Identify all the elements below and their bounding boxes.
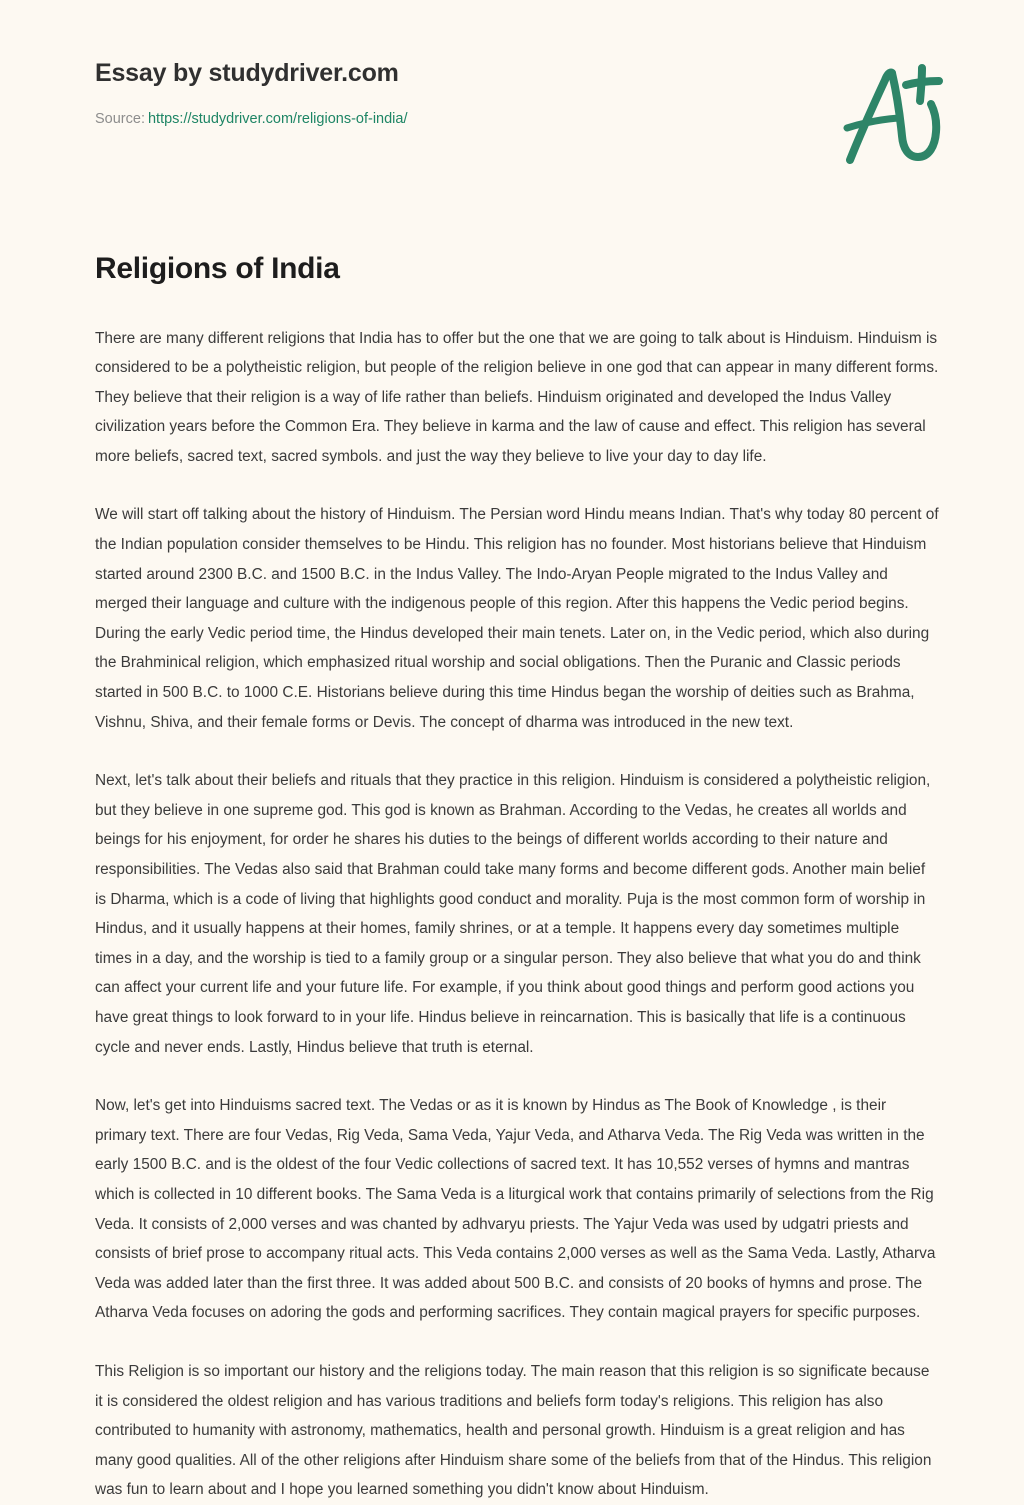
document-header (0, 0, 1024, 150)
document-body (0, 150, 1024, 1505)
paragraph: We will start off talking about the history of Hinduism. The Persian word Hindu means Indian. That's why today 80 percent of the Indian population consider themselves to be Hindu. This religion has no founder. Most historians believe that Hinduism started around 2300 B.C. and 1500 B.C. in the Indus Valley. The Indo-Aryan People migrated to the Indus Valley and merged their language and culture with the indigenous people of this region. After this happens the Vedic period begins. During the early Vedic period time, the Hindus developed their main tenets. Later on, in the Vedic period, which also during the Brahminical religion, which emphasized ritual worship and social obligations. Then the Puranic and Classic periods started in 500 B.C. to 1000 C.E. Historians believe during this time Hindus began the worship of deities such as Brahma, Vishnu, Shiva, and their female forms or Devis. The concept of dharma was introduced in the new text. (95, 506, 939, 731)
paragraph: There are many different religions that India has to offer but the one that we are going to talk about is Hinduism. Hinduism is considered to be a polytheistic religion, but people of the religion believe in one god that can appear in many different forms. They believe that their religion is a way of life rather than beliefs. Hinduism originated and developed the Indus Valley civilization years before the Common Era. They believe in karma and the law of cause and effect. This religion has several more beliefs, sacred text, sacred symbols. and just the way they believe to live your day to day life. (95, 329, 939, 465)
paragraph: Next, let's talk about their beliefs and rituals that they practice in this religion. Hinduism is considered a polytheistic religion, but they believe in one supreme god. This god is known as Brahman. According to the Vedas, he creates all worlds and beings for his enjoyment, for order he shares his duties to the beings of different worlds according to their nature and responsibilities. The Vedas also said that Brahman could take many forms and become different gods. Another main belief is Dharma, which is a code of living that highlights good conduct and morality. Puja is the most common form of worship in Hindus, and it usually happens at their homes, family shrines, or at a temple. It happens every day sometimes multiple times in a day, and the worship is tied to a family group or a singular person. They also believe that what you do and think can affect your current life and your future life. For example, if you think about good things and perform good actions you have great things to look forward to in your life. Hindus believe in reincarnation. This is basically that life is a continuous cycle and never ends. Lastly, Hindus believe that truth is eternal. (95, 772, 931, 1056)
brand-title: Essay by studydriver.com (95, 59, 399, 87)
source-line (95, 110, 944, 129)
a-plus-logo-icon (830, 60, 950, 172)
essay-paragraphs (95, 324, 939, 1505)
source-url-link[interactable]: https://studydriver.com/religions-of-india/ (147, 111, 408, 127)
paragraph: This Religion is so important our history and the religions today. The main reason that this religion is so significate because it is considered the oldest religion and has various traditions and beliefs form today's religions. This religion has also contributed to humanity with astronomy, mathematics, health and personal growth. Hinduism is a great religion and has many good qualities. All of the other religions after Hinduism share some of the beliefs from that of the Hindus. This religion was fun to learn about and I hope you learned something you didn't know about Hinduism. (95, 1362, 932, 1499)
paragraph: Now, let's get into Hinduisms sacred text. The Vedas or as it is known by Hindus as The Book of Knowledge , is their primary text. There are four Vedas, Rig Veda, Sama Veda, Yajur Veda, and Atharva Veda. The Rig Veda was written in the early 1500 B.C. and is the oldest of the four Vedic collections of sacred text. It has 10,552 verses of hymns and mantras which is collected in 10 different books. The Sama Veda is a liturgical work that contains primarily of selections from the Rig Veda. It consists of 2,000 verses and was chanted by adhvaryu priests. The Yajur Veda was used by udgatri priests and consists of brief prose to accompany ritual acts. This Veda contains 2,000 verses as well as the Sama Veda. Lastly, Atharva Veda was added later than the first three. It was added about 500 B.C. and consists of 20 books of hymns and prose. The Atharva Veda focuses on adoring the gods and performing sacrifices. They contain magical prayers for specific purposes. (95, 1097, 936, 1322)
source-label: Source: (95, 111, 145, 127)
page-title: Religions of India (95, 252, 340, 285)
